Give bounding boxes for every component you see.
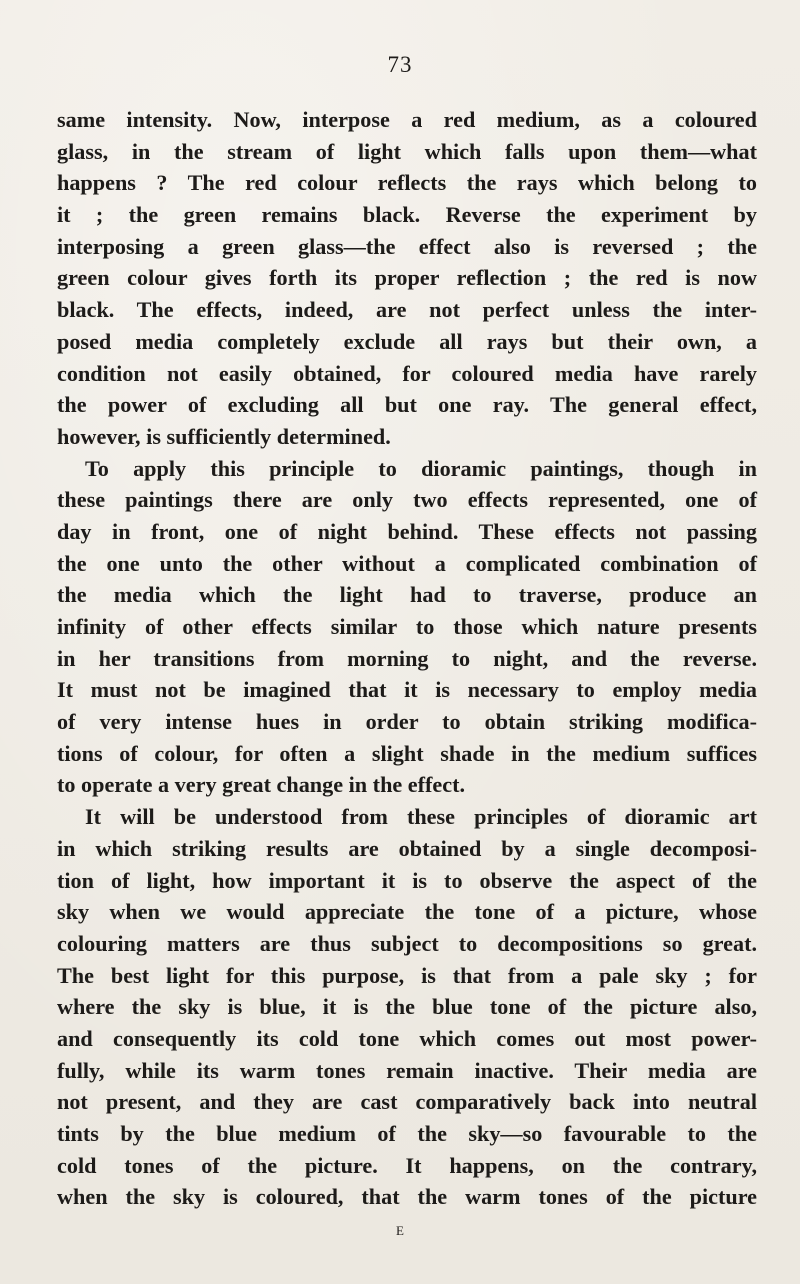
text-line: same intensity. Now, interpose a red medium, as a coloured [57, 107, 757, 132]
text-line: infinity of other effects similar to those which nature presents [57, 614, 757, 639]
text-line: these paintings there are only two effects represented, one of [57, 487, 757, 513]
text-line: glass, in the stream of light which falls upon them—what [57, 138, 757, 164]
text-line: interposing a green glass—the effect also is reversed ; the [57, 233, 757, 259]
paragraph-start-line: It will be understood from these principles of dioramic art [85, 804, 757, 830]
text-line: when the sky is coloured, that the warm tones of the picture [57, 1184, 757, 1210]
page-number: 73 [387, 52, 413, 77]
text-line: colouring matters are thus subject to decompositions so great. [57, 930, 757, 956]
text-line: not present, and they are cast comparatively back into neutral [57, 1089, 757, 1115]
text-line: day in front, one of night behind. These effects not passing [57, 518, 757, 544]
text-line: tions of colour, for often a slight shade in the medium suffices [57, 740, 757, 766]
text-line: tion of light, how important it is to observe the aspect of the [57, 867, 757, 893]
text-line: the media which the light had to traverse, produce an [57, 582, 757, 608]
text-line: The best light for this purpose, is that from a pale sky ; for [57, 962, 757, 988]
text-line: and consequently its cold tone which comes out most power- [57, 1025, 757, 1051]
text-line: tints by the blue medium of the sky—so favourable to the [57, 1121, 757, 1146]
body-text [57, 104, 757, 1213]
text-line: cold tones of the picture. It happens, on the contrary, [57, 1152, 757, 1178]
text-line: in her transitions from morning to night, and the reverse. [57, 645, 757, 671]
text-line: fully, while its warm tones remain inactive. Their media are [57, 1057, 757, 1083]
text-line: It must not be imagined that it is necessary to employ media [57, 677, 757, 703]
text-line: of very intense hues in order to obtain striking modifica- [57, 709, 757, 735]
text-line: to operate a very great change in the effect. [57, 772, 466, 798]
text-line: black. The effects, indeed, are not perfect unless the inter- [57, 297, 757, 323]
text-line: in which striking results are obtained by a single decomposi- [57, 835, 757, 861]
text-line: the one unto the other without a complicated combination of [57, 550, 757, 576]
text-line: the power of excluding all but one ray. The general effect, [57, 392, 757, 418]
text-line: condition not easily obtained, for coloured media have rarely [57, 360, 757, 386]
text-line: it ; the green remains black. Reverse the experiment by [57, 202, 757, 228]
text-line: posed media completely exclude all rays but their own, a [57, 328, 757, 354]
text-line: happens ? The red colour reflects the rays which belong to [57, 170, 757, 196]
signature-mark: E [396, 1223, 404, 1238]
text-line: however, is sufficiently determined. [57, 423, 391, 449]
text-line: where the sky is blue, it is the blue tone of the picture also, [57, 994, 757, 1020]
text-line: sky when we would appreciate the tone of a picture, whose [57, 899, 757, 925]
paragraph-start-line: To apply this principle to dioramic paintings, though in [85, 455, 757, 481]
text-line: green colour gives forth its proper reflection ; the red is now [57, 265, 757, 291]
